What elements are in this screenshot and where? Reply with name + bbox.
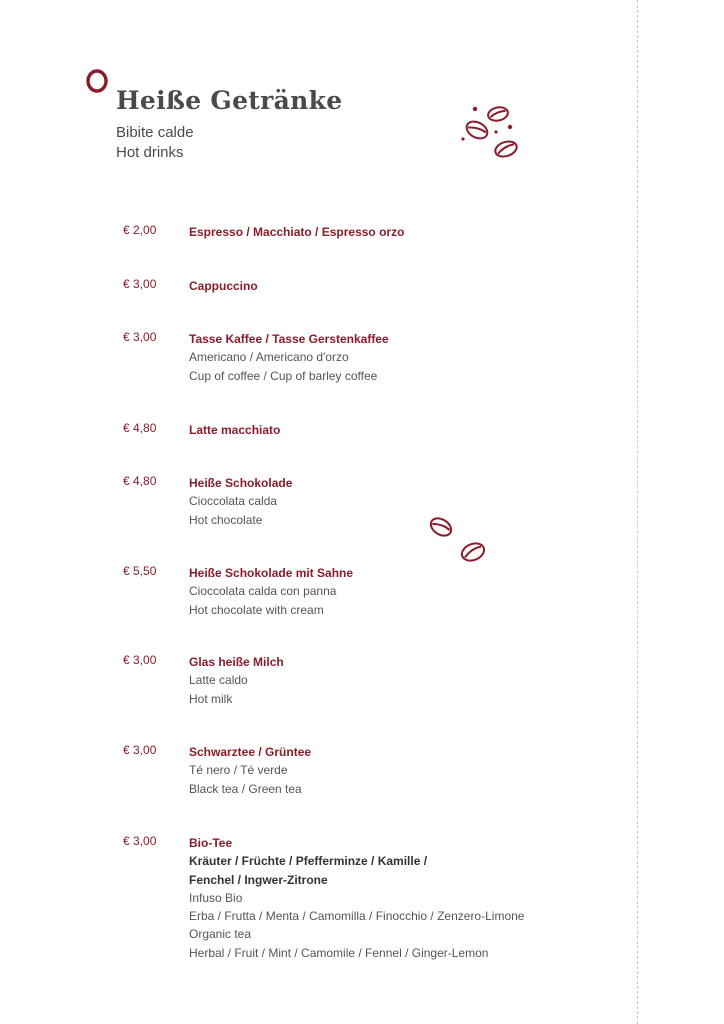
page-fold-line xyxy=(637,0,638,1024)
item-title: Heiße Schokolade xyxy=(189,476,293,490)
item-variants-continued: Fenchel / Ingwer-Zitrone xyxy=(189,872,328,887)
item-title: Glas heiße Milch xyxy=(189,655,284,669)
item-italian-name: Americano / Americano d'orzo xyxy=(189,350,349,365)
item-english-name: Hot chocolate xyxy=(189,512,263,527)
item-italian-variants: Erba / Frutta / Menta / Camomilla / Finocchio / Zenzero-Limone xyxy=(189,909,525,924)
item-price: € 2,00 xyxy=(123,223,157,237)
item-title: Latte macchiato xyxy=(189,423,281,437)
item-price: € 4,80 xyxy=(123,421,157,435)
page-title: Heiße Getränke xyxy=(116,86,343,115)
page-subtitle-italian: Bibite calde xyxy=(116,124,194,141)
item-english-name: Black tea / Green tea xyxy=(189,781,302,796)
item-english-name: Hot chocolate with cream xyxy=(189,602,324,617)
page-subtitle-english: Hot drinks xyxy=(116,144,184,161)
item-english-name: Hot milk xyxy=(189,691,233,706)
item-price: € 3,00 xyxy=(123,834,157,848)
item-english-name: Cup of coffee / Cup of barley coffee xyxy=(189,368,378,383)
item-english-name: Organic tea xyxy=(189,927,252,942)
item-price: € 3,00 xyxy=(123,653,157,667)
item-title: Tasse Kaffee / Tasse Gerstenkaffee xyxy=(189,332,389,346)
item-english-variants: Herbal / Fruit / Mint / Camomile / Fennel / Ginger-Lemon xyxy=(189,945,489,960)
item-price: € 3,00 xyxy=(123,277,157,291)
item-title: Bio-Tee xyxy=(189,836,233,850)
item-price: € 3,00 xyxy=(123,743,157,757)
item-price: € 4,80 xyxy=(123,474,157,488)
item-title: Cappuccino xyxy=(189,279,258,293)
item-price: € 3,00 xyxy=(123,330,157,344)
item-title: Espresso / Macchiato / Espresso orzo xyxy=(189,225,405,239)
item-italian-name: Cioccolata calda xyxy=(189,494,278,509)
item-price: € 5,50 xyxy=(123,564,157,578)
item-title: Heiße Schokolade mit Sahne xyxy=(189,566,354,580)
item-italian-name: Latte caldo xyxy=(189,673,248,688)
item-variants: Kräuter / Früchte / Pfefferminze / Kamille / xyxy=(189,854,428,869)
item-italian-name: Té nero / Té verde xyxy=(189,763,288,778)
item-title: Schwarztee / Grüntee xyxy=(189,745,312,759)
item-italian-name: Cioccolata calda con panna xyxy=(189,584,337,599)
item-italian-name: Infuso Bio xyxy=(189,890,243,905)
